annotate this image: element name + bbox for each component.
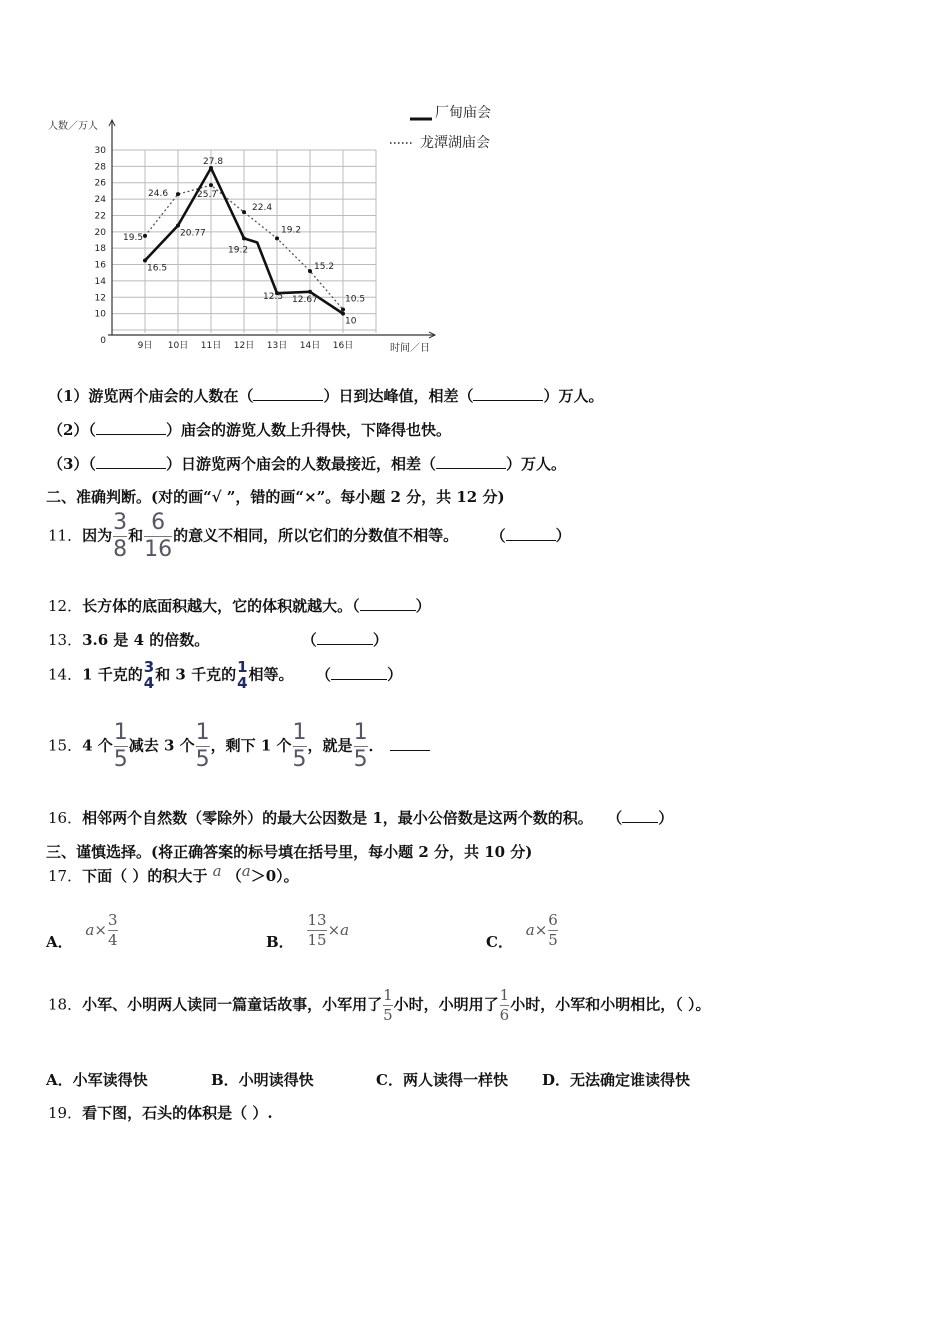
- option-b[interactable]: B． $\frac{13}{15}$ ×a: [266, 911, 350, 951]
- x-tick-label: 13日: [266, 341, 288, 351]
- x-tick-label: 14日: [299, 341, 321, 351]
- longtan-point: [308, 269, 312, 273]
- x-axis-label: 时间／日: [390, 343, 430, 354]
- answer-blank[interactable]: [622, 808, 658, 823]
- longtan-point: [143, 234, 147, 238]
- changdian-data-label: 10: [345, 316, 357, 327]
- longtan-point: [209, 183, 213, 187]
- changdian-data-label: 16.5: [147, 263, 168, 274]
- y-axis-label: 人数／万人: [48, 121, 98, 132]
- fraction-1-5: $\frac{1}{5}$: [353, 720, 368, 772]
- legend-dotted-label: 龙潭湖庙会: [420, 135, 490, 151]
- y-tick-label: 10: [94, 309, 106, 320]
- y-tick-label: 24: [94, 195, 106, 206]
- changdian-point: [176, 224, 180, 228]
- question-13: 13．3.6 是 4 的倍数。 （ ）: [48, 631, 388, 649]
- y-tick-label: 14: [94, 276, 106, 287]
- answer-blank[interactable]: [96, 454, 166, 469]
- y-tick-label: 0: [100, 335, 106, 346]
- y-tick-label: 12: [94, 293, 106, 304]
- changdian-point: [242, 236, 246, 240]
- fraction-1-5: $\frac{1}{5}$: [113, 720, 128, 772]
- x-tick-label: 12日: [233, 341, 255, 351]
- question-16: 16．相邻两个自然数（零除外）的最大公因数是 1，最小公倍数是这两个数的积。 （ ）: [48, 809, 674, 827]
- fraction-6-16: $\frac{6}{16}$: [144, 510, 173, 562]
- changdian-point: [341, 312, 345, 316]
- answer-blank[interactable]: [436, 454, 506, 469]
- longtan-data-label: 15.2: [314, 262, 335, 273]
- chart-legend: [390, 105, 491, 151]
- section-2-heading: 二、准确判断。(对的画“√ ”，错的画“×”。每小题 2 分，共 12 分): [46, 488, 505, 506]
- answer-blank[interactable]: [390, 736, 430, 751]
- fraction-3-4: $\frac{3}{4}$: [143, 658, 155, 692]
- option-c[interactable]: C．两人读得一样快: [376, 1071, 508, 1089]
- option-d[interactable]: D．无法确定谁读得快: [542, 1071, 691, 1089]
- changdian-point: [143, 258, 147, 262]
- question-2: （2）（ ）庙会的游览人数上升得快，下降得也快。: [48, 421, 451, 439]
- question-12: 12．长方体的底面积越大，它的体积就越大。（ ）: [48, 597, 431, 615]
- answer-blank[interactable]: [317, 630, 373, 645]
- longtan-point: [242, 210, 246, 214]
- changdian-data-label: 19.2: [228, 245, 249, 256]
- x-tick-label: 16日: [332, 341, 354, 351]
- changdian-data-label: 20.77: [180, 228, 206, 239]
- answer-blank[interactable]: [96, 420, 166, 435]
- answer-blank[interactable]: [331, 665, 387, 680]
- changdian-point: [308, 290, 312, 294]
- question-3: （3）（ ）日游览两个庙会的人数最接近，相差（ ）万人。: [48, 455, 566, 473]
- longtan-data-label: 19.5: [123, 232, 144, 243]
- question-1: （1）游览两个庙会的人数在（ ）日到达峰值，相差（ ）万人。: [48, 387, 604, 405]
- longtan-data-label: 25.7: [197, 190, 218, 201]
- fraction-3-8: $\frac{3}{8}$: [113, 510, 128, 562]
- question-11: 11．因为 $\frac{3}{8}$ 和 $\frac{6}{16}$ 的意义不相同，所以它们的分数值不相等。 （ ）: [48, 510, 571, 562]
- chart-grid: [112, 150, 376, 333]
- longtan-data-label: 10.5: [345, 294, 366, 305]
- x-tick-label: 9日: [137, 341, 153, 351]
- longtan-point: [176, 192, 180, 196]
- option-c[interactable]: C． a× $\frac{6}{5}$: [486, 911, 558, 951]
- longtan-data-label: 19.2: [281, 225, 302, 236]
- question-15: 15．4 个 $\frac{1}{5}$ 减去 3 个 $\frac{1}{5}$ ，剩下 1 个 $\frac{1}{5}$ ，就是 $\frac{1}{5}$ ．: [48, 722, 430, 771]
- section-3-heading: 三、谨慎选择。(将正确答案的标号填在括号里，每小题 2 分，共 10 分): [46, 843, 533, 861]
- answer-blank[interactable]: [506, 526, 556, 541]
- answer-blank[interactable]: [473, 386, 543, 401]
- y-tick-label: 26: [94, 178, 106, 189]
- option-a[interactable]: A．小军读得快: [46, 1071, 148, 1089]
- temple-fair-line-chart: [40, 95, 520, 365]
- question-14: 14．1 千克的 $\frac{3}{4}$ 和 3 千克的 $\frac{1}{4}$ 相等。 （ ）: [48, 658, 403, 692]
- changdian-data-label: 12.67: [292, 294, 318, 305]
- answer-blank[interactable]: [253, 386, 323, 401]
- y-tick-label: 20: [94, 227, 106, 238]
- question-19: 19．看下图，石头的体积是（ ）.: [48, 1104, 273, 1122]
- question-18: 18．小军、小明两人读同一篇童话故事，小军用了 $\frac{1}{5}$ 小时，小明用了 $\frac{1}{6}$ 小时，小军和小明相比，（ ）。: [48, 986, 711, 1024]
- x-tick-label: 10日: [167, 341, 189, 351]
- legend-solid-label: 厂甸庙会: [435, 105, 491, 121]
- question-17: 17．下面（ ）的积大于 a （a＞0）。: [48, 862, 299, 885]
- longtan-data-label: 24.6: [148, 189, 169, 200]
- y-tick-label: 28: [94, 162, 106, 173]
- x-tick-label: 11日: [200, 341, 222, 351]
- fraction-1-5: $\frac{1}{5}$: [292, 720, 307, 772]
- y-tick-label: 30: [94, 146, 106, 156]
- option-b[interactable]: B．小明读得快: [211, 1071, 314, 1089]
- y-tick-label: 16: [94, 260, 106, 271]
- longtan-point: [341, 308, 345, 312]
- answer-blank[interactable]: [360, 596, 416, 611]
- changdian-data-label: 27.8: [203, 157, 224, 167]
- y-tick-label: 18: [94, 244, 106, 255]
- changdian-data-label: 12.5: [263, 292, 284, 303]
- longtan-point: [275, 236, 279, 240]
- longtan-data-label: 22.4: [252, 203, 273, 214]
- fraction-1-5: $\frac{1}{5}$: [195, 720, 210, 772]
- y-tick-label: 22: [94, 211, 106, 222]
- fraction-1-4: $\frac{1}{4}$: [237, 658, 248, 692]
- option-a[interactable]: A． a× $\frac{3}{4}$: [46, 911, 118, 951]
